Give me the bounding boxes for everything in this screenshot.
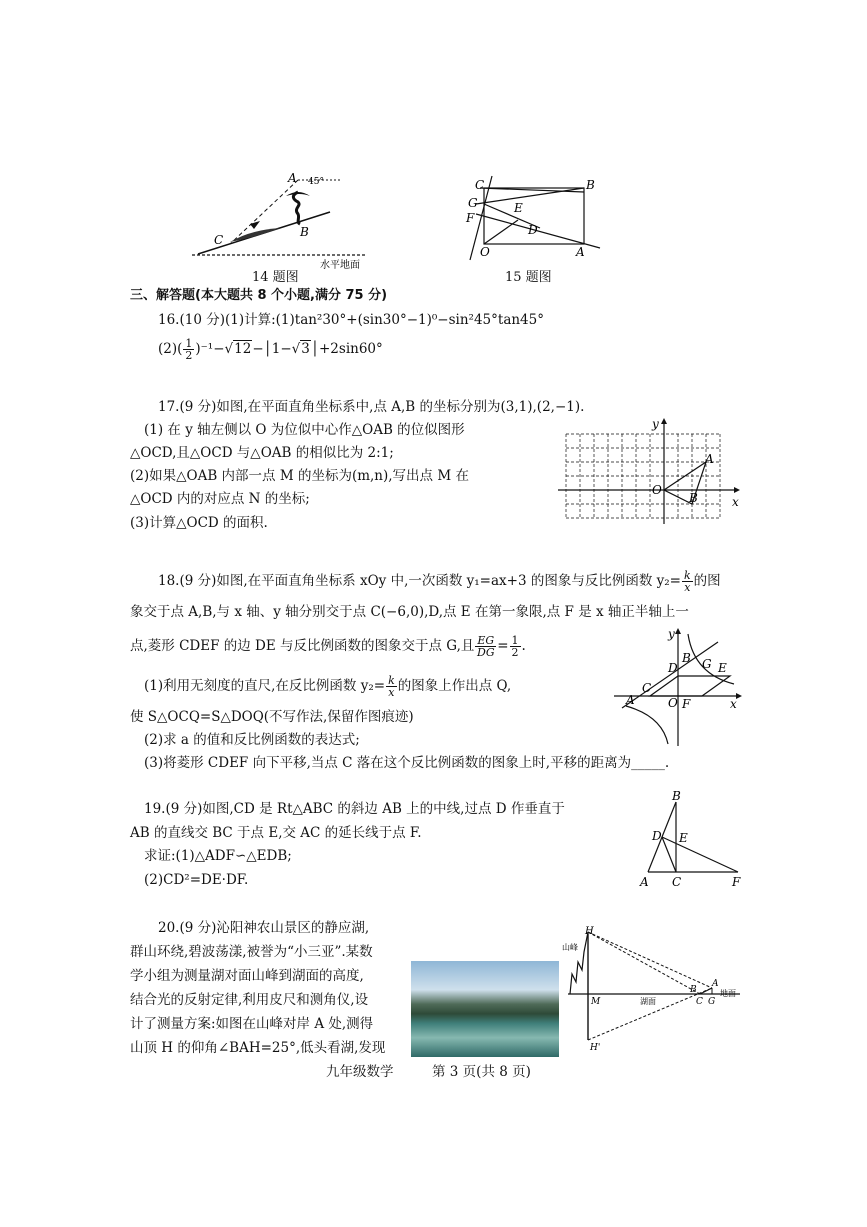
q20-mountain-label: 山峰: [562, 943, 578, 952]
q20-point-m: M: [591, 997, 601, 1007]
q17-point-b: B: [689, 491, 698, 505]
q19-point-d: D: [652, 829, 662, 843]
q18-point-f: F: [682, 697, 691, 711]
q20-point-c: C: [696, 997, 703, 1007]
q18-line3-a: 点,菱形 CDEF 的边 DE 与反比例函数的图象交于点 G,且: [130, 638, 475, 654]
q16-frac-num: 1: [185, 337, 193, 350]
q20-line6: 山顶 H 的仰角∠BAH=25°,低头看湖,发现: [130, 1040, 386, 1056]
footer-subject: 九年级数学: [326, 1064, 394, 1080]
lake-photo: [411, 961, 559, 1057]
q17-origin: O: [652, 483, 662, 497]
fig14-ground-label: 水平地面: [320, 260, 360, 271]
q18-point-c: C: [642, 681, 652, 695]
q18-origin: O: [668, 696, 678, 710]
q17-line2: (1) 在 y 轴左侧以 O 为位似中心作△OAB 的位似图形: [144, 422, 465, 438]
fig14-point-a: A: [288, 171, 297, 185]
q19-line4: (2)CD²=DE·DF.: [144, 872, 249, 888]
q18-line3: [130, 635, 526, 658]
figure-14: [190, 166, 390, 272]
q17-line1: 17.(9 分)如图,在平面直角坐标系中,点 A,B 的坐标分别为(3,1),(2,−1).: [158, 399, 585, 415]
footer-page: 第 3 页(共 8 页): [432, 1064, 531, 1080]
q18-k-over-x-2: [386, 675, 397, 698]
fig15-label-a: A: [576, 245, 585, 259]
fig15-label-d: D: [528, 223, 538, 237]
fig14-point-c: C: [214, 233, 224, 247]
q18-axis-x: x: [730, 697, 737, 711]
fig15-label-c: C: [475, 178, 485, 192]
q17-line4: (2)如果△OAB 内部一点 M 的坐标为(m,n),写出点 M 在: [130, 468, 469, 484]
q19-line2: AB 的直线交 BC 于点 E,交 AC 的延长线于点 F.: [130, 825, 422, 841]
q18-point-d: D: [668, 661, 678, 675]
fig15-label-b: B: [586, 178, 595, 192]
q20-line3: 学小组为测量湖对面山峰到湖面的高度,: [130, 968, 364, 984]
fig14-point-b: B: [300, 225, 309, 239]
q18-line1: [158, 570, 721, 593]
fig15-label-o: O: [480, 245, 490, 259]
q18-line3-end: .: [521, 638, 526, 654]
fig14-caption: 14 题图: [252, 270, 299, 285]
q18-k2: k: [388, 674, 395, 687]
q19-point-a: A: [640, 875, 649, 889]
q18-half: [510, 635, 521, 658]
q18-graph: [612, 624, 744, 748]
section-3-title: 三、解答题(本大题共 8 个小题,满分 75 分): [130, 288, 388, 303]
q16-line1: 16.(10 分)(1)计算:(1)tan²30°+(sin30°−1)⁰−sin²45°tan45°: [158, 312, 544, 328]
q20-point-g: G: [708, 997, 716, 1007]
q20-line5: 计了测量方案:如图在山峰对岸 A 处,测得: [130, 1016, 374, 1032]
q16-line2: (2)( $\frac{1}{2}$ )⁻¹−√12−│1−√3│+2sin60°: [158, 337, 383, 362]
q20-lake-label: 湖面: [640, 997, 656, 1006]
q19-line1: 19.(9 分)如图,CD 是 Rt△ABC 的斜边 AB 上的中线,过点 D 作垂直于: [144, 801, 565, 817]
q16-mid1: )⁻¹−: [195, 341, 225, 357]
fig15-label-g: G: [468, 196, 478, 210]
q18-axis-y: y: [668, 627, 675, 641]
q18-point-e: E: [718, 661, 727, 675]
q18-dg: DG: [477, 646, 495, 659]
q18-k-over-x: [682, 570, 693, 593]
q18-half-den: 2: [511, 646, 519, 659]
fig15-label-e: E: [514, 201, 523, 215]
q16-line2-prefix: (2)(: [158, 341, 183, 357]
q17-line6: (3)计算△OCD 的面积.: [130, 515, 268, 531]
q17-coordinate-grid: [556, 416, 746, 526]
q20-line2: 群山环绕,碧波荡漾,被誉为“小三亚”.某数: [130, 944, 373, 960]
fig14-angle-label: 45°: [308, 177, 324, 187]
q19-point-e: E: [679, 831, 688, 845]
q18-line4-a: (1)利用无刻度的直尺,在反比例函数 y₂=: [144, 678, 386, 694]
q19-point-c: C: [672, 875, 682, 889]
q18-eg: EG: [477, 634, 495, 647]
q18-line5: 使 S△OCQ=S△DOQ(不写作法,保留作图痕迹): [130, 709, 414, 725]
q18-x2: x: [388, 686, 395, 699]
q18-k: k: [684, 569, 691, 582]
fig15-caption: 15 题图: [505, 270, 552, 285]
fig15-label-f: F: [466, 211, 475, 225]
q20-point-h: H: [585, 926, 594, 937]
q16-frac-den: 2: [185, 349, 193, 362]
q20-point-a: A: [712, 979, 719, 989]
q18-line6: (2)求 a 的值和反比例函数的表达式;: [144, 732, 360, 748]
q16-mid2: −│1−: [252, 341, 292, 357]
q19-point-f: F: [732, 875, 741, 889]
q20-point-b: B: [690, 985, 697, 995]
q18-line1-a: 18.(9 分)如图,在平面直角坐标系 xOy 中,一次函数 y₁=ax+3 的图象与反比例函数 y₂=: [158, 573, 681, 589]
q18-x: x: [684, 581, 691, 594]
q16-end: │+2sin60°: [310, 341, 383, 357]
q16-sqrt3: 3: [301, 341, 310, 357]
q17-line5: △OCD 内的对应点 N 的坐标;: [130, 491, 310, 507]
q18-line7: (3)将菱形 CDEF 向下平移,当点 C 落在这个反比例函数的图象上时,平移的距离为_____.: [144, 755, 670, 771]
q18-line4: [144, 675, 511, 698]
q18-point-b: B: [682, 651, 691, 665]
q18-line2: 象交于点 A,B,与 x 轴、y 轴分别交于点 C(−6,0),D,点 E 在第一象限,点 F 是 x 轴正半轴上一: [130, 604, 689, 620]
q16-sqrt12: 12: [234, 341, 252, 357]
q17-axis-x: x: [732, 495, 739, 509]
q20-ground-label: 地面: [720, 989, 736, 998]
q18-eq: =: [497, 638, 509, 654]
q18-eg-dg: [475, 635, 496, 658]
q17-axis-y: y: [652, 417, 659, 431]
q18-half-num: 1: [511, 634, 519, 647]
q19-triangle-figure: [634, 788, 746, 892]
q17-point-a: A: [705, 452, 714, 466]
q18-line4-b: 的图象上作出点 Q,: [397, 678, 512, 694]
q19-point-b: B: [672, 789, 681, 803]
q17-line3: △OCD,且△OCD 与△OAB 的相似比为 2:1;: [130, 445, 394, 461]
q20-line1: 20.(9 分)沁阳神农山景区的静应湖,: [158, 920, 370, 936]
figure-15: [460, 172, 610, 262]
q18-point-g: G: [702, 657, 712, 671]
q16-fraction: [183, 338, 194, 361]
q20-point-h-prime: H': [590, 1043, 601, 1053]
q19-line3: 求证:(1)△ADF∽△EDB;: [144, 848, 292, 864]
q20-reflection-diagram: [560, 924, 770, 1058]
q20-line4: 结合光的反射定律,利用皮尺和测角仪,设: [130, 992, 369, 1008]
q18-point-a: A: [626, 693, 635, 707]
q18-line1-b: 的图: [693, 573, 721, 589]
